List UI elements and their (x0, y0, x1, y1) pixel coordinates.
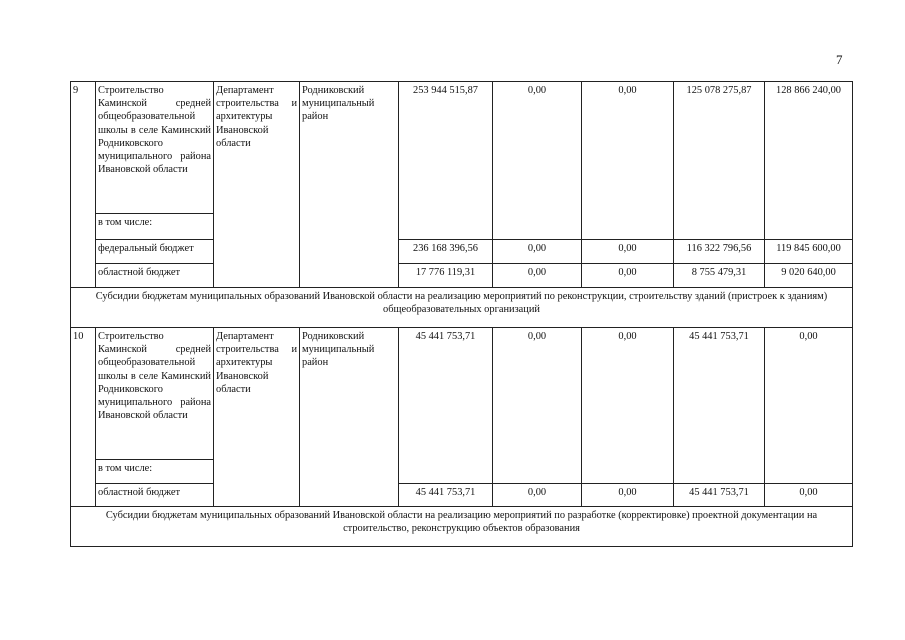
amount-cell: 0,00 (765, 484, 853, 507)
section-title: Субсидии бюджетам муниципальных образований Ивановской области на реализацию мероприятий по разработке (корректировке) проектной документации на строительство, реконструкцию объектов образования (71, 507, 853, 547)
table-row (71, 240, 853, 264)
department-name: Департамент строительства и архитектуры Ивановской области (214, 82, 300, 288)
amount-cell: 0,00 (582, 328, 674, 484)
table-row (71, 328, 853, 460)
amount-cell: 253 944 515,87 (399, 82, 493, 240)
district-name: Родниковский муниципальный район (300, 82, 399, 288)
section-row (71, 288, 853, 328)
row-number: 9 (71, 82, 96, 288)
amount-cell: 125 078 275,87 (674, 82, 765, 240)
amount-cell: 9 020 640,00 (765, 264, 853, 288)
amount-cell: 17 776 119,31 (399, 264, 493, 288)
amount-cell: 45 441 753,71 (674, 328, 765, 484)
district-name: Родниковский муниципальный район (300, 328, 399, 507)
amount-cell: 0,00 (493, 82, 582, 240)
amount-cell: 45 441 753,71 (399, 484, 493, 507)
budget-label: областной бюджет (96, 264, 214, 288)
amount-cell: 0,00 (582, 484, 674, 507)
amount-cell: 0,00 (493, 484, 582, 507)
amount-cell: 236 168 396,56 (399, 240, 493, 264)
amount-cell: 128 866 240,00 (765, 82, 853, 240)
table-row (71, 264, 853, 288)
including-label: в том числе: (96, 460, 214, 484)
department-name: Департамент строительства и архитектуры Ивановской области (214, 328, 300, 507)
amount-cell: 0,00 (582, 240, 674, 264)
table-row (71, 82, 853, 214)
budget-label: областной бюджет (96, 484, 214, 507)
section-row (71, 507, 853, 547)
page-number: 7 (836, 52, 843, 67)
including-label: в том числе: (96, 214, 214, 240)
budget-table (70, 81, 853, 547)
amount-cell: 119 845 600,00 (765, 240, 853, 264)
amount-cell: 0,00 (493, 264, 582, 288)
amount-cell: 45 441 753,71 (399, 328, 493, 484)
section-title: Субсидии бюджетам муниципальных образований Ивановской области на реализацию мероприятий по реконструкции, строительству зданий (пристроек к зданиям) общеобразовательных организаций (71, 288, 853, 328)
object-name: Строительство Каминской средней общеобразовательной школы в селе Каминский Родниковского муниципального района Ивановской области (96, 82, 214, 214)
amount-cell: 0,00 (493, 240, 582, 264)
budget-label: федеральный бюджет (96, 240, 214, 264)
amount-cell: 45 441 753,71 (674, 484, 765, 507)
amount-cell: 0,00 (582, 264, 674, 288)
row-number: 10 (71, 328, 96, 507)
amount-cell: 8 755 479,31 (674, 264, 765, 288)
amount-cell: 0,00 (582, 82, 674, 240)
amount-cell: 116 322 796,56 (674, 240, 765, 264)
amount-cell: 0,00 (765, 328, 853, 484)
amount-cell: 0,00 (493, 328, 582, 484)
table-row (71, 484, 853, 507)
object-name: Строительство Каминской средней общеобразовательной школы в селе Каминский Родниковского муниципального района Ивановской области (96, 328, 214, 460)
